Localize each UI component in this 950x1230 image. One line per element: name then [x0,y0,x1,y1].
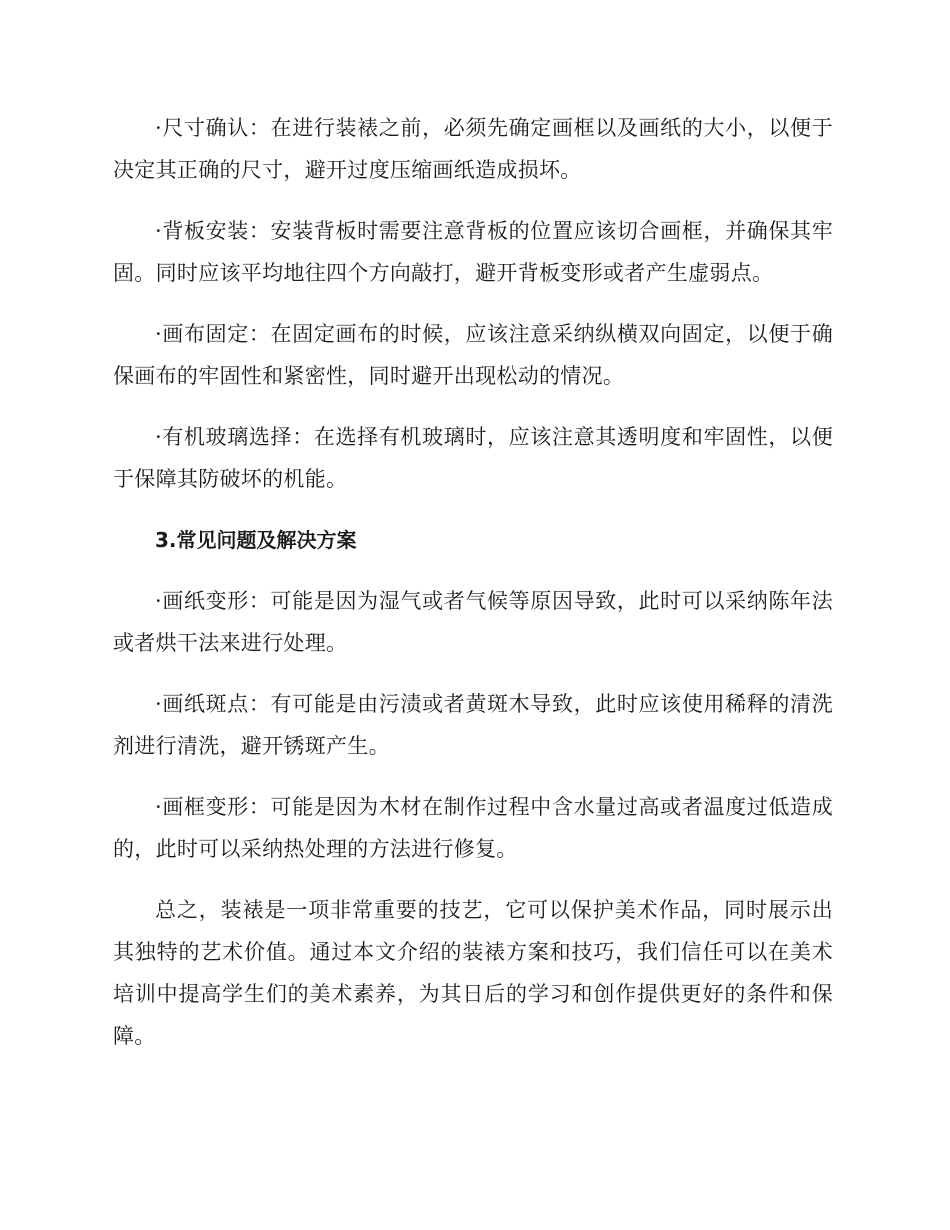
section-heading: 3.常见问题及解决方案 [155,528,357,552]
paragraph-backboard-install: ·背板安装：安装背板时需要注意背板的位置应该切合画框，并确保其牢固。同时应该平均地往四个方向敲打，避开背板变形或者产生虚弱点。 [113,219,833,285]
paragraph-frame-deformation: ·画框变形：可能是因为木材在制作过程中含水量过高或者温度过低造成的，此时可以采纳热处理的方法进行修复。 [113,795,833,861]
paragraph-size-confirm: ·尺寸确认：在进行装裱之前，必须先确定画框以及画纸的大小，以便于决定其正确的尺寸，避开过度压缩画纸造成损坏。 [113,116,833,182]
paragraph-acrylic-selection: ·有机玻璃选择：在选择有机玻璃时，应该注意其透明度和牢固性，以便于保障其防破坏的机能。 [113,425,833,491]
paragraph-paper-deformation: ·画纸变形：可能是因为湿气或者气候等原因导致，此时可以采纳陈年法或者烘干法来进行处理。 [113,589,833,655]
paragraph-conclusion: 总之，装裱是一项非常重要的技艺，它可以保护美术作品，同时展示出其独特的艺术价值。通过本文介绍的装裱方案和技巧，我们信任可以在美术培训中提高学生们的美术素养，为其日后的学习和创作提供更好的条件和保障。 [113,898,833,1048]
paragraph-paper-spots: ·画纸斑点：有可能是由污渍或者黄斑木导致，此时应该使用稀释的清洗剂进行清洗，避开锈斑产生。 [113,692,833,758]
paragraph-canvas-fixing: ·画布固定：在固定画布的时候，应该注意采纳纵横双向固定，以便于确保画布的牢固性和紧密性，同时避开出现松动的情况。 [113,322,833,388]
document-page [113,107,833,1076]
